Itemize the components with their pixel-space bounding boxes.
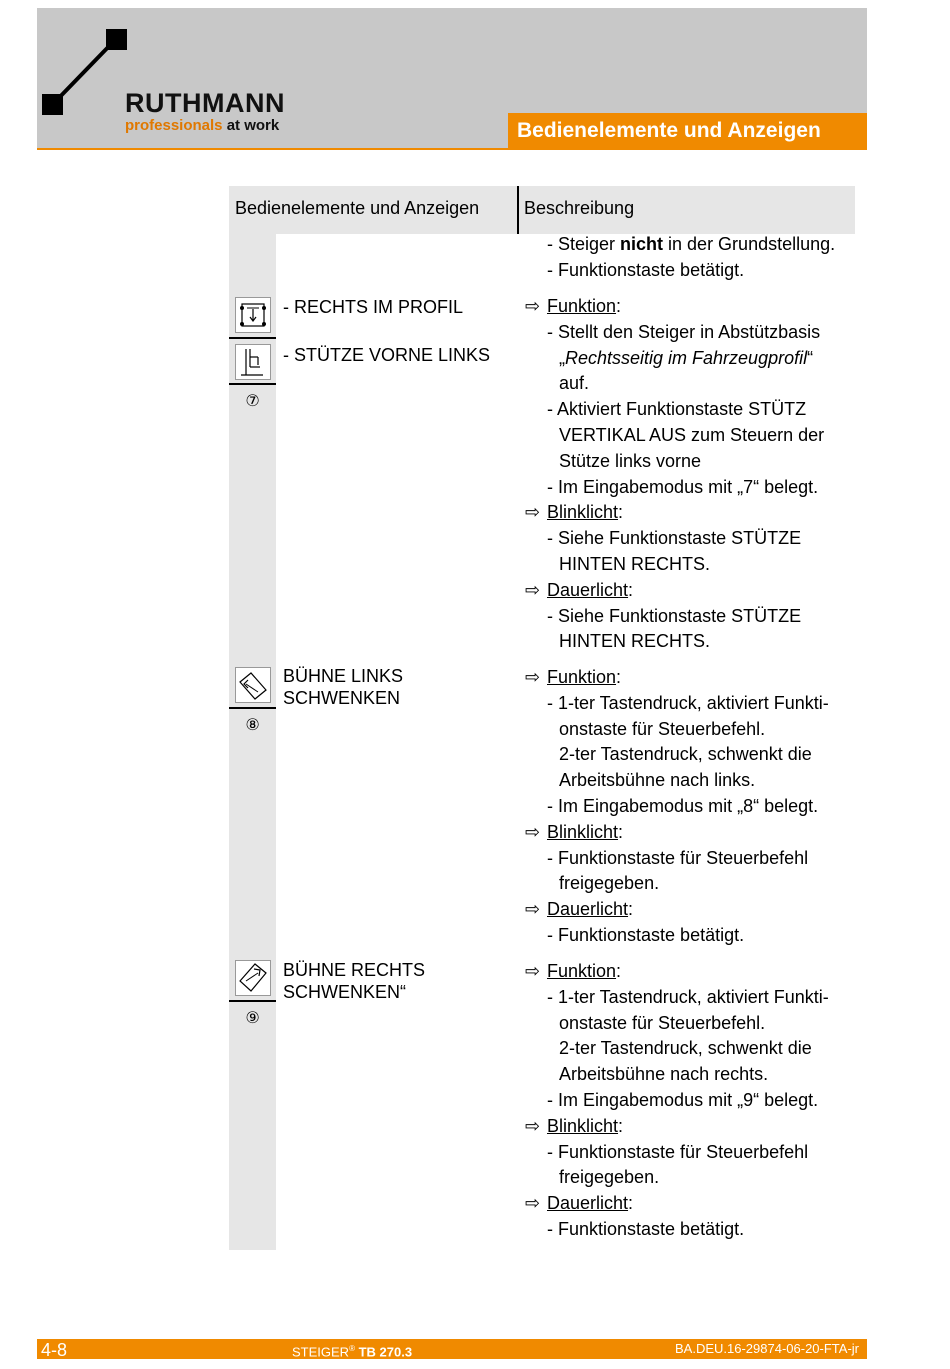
model-name: STEIGER® TB 270.3 xyxy=(292,1344,413,1360)
brand-name: RUTHMANN xyxy=(125,88,285,118)
arrow-right-icon: ⇨ xyxy=(525,579,541,600)
arrow-right-icon: ⇨ xyxy=(525,502,541,523)
row8-description: ⇨ Funktion: - 1-ter Tastendruck, aktiviert Funkti- onstaste für Steuerbefehl. 2-ter Tastendruck, schwenkt die Arbeitsbühne nach links. - Im Eingabemodus mit „8“ belegt. ⇨ Blinklicht: - Funktionstaste für Steuerbefehl freigegeben. ⇨ Dauerlicht: - Funktionstaste betätigt. xyxy=(525,667,829,945)
control-label: BÜHNE RECHTS xyxy=(283,960,426,980)
funktion-heading: ⇨ Funktion: xyxy=(525,294,824,320)
arrow-right-icon: ⇨ xyxy=(525,667,541,687)
platform-swivel-right-icon[interactable] xyxy=(235,960,271,996)
column-divider xyxy=(517,186,519,234)
funktion-heading: ⇨ Funktion: xyxy=(525,665,829,691)
arrow-right-icon: ⇨ xyxy=(525,899,541,920)
arrow-right-icon: ⇨ xyxy=(525,821,541,842)
row9-description: ⇨ Funktion: - 1-ter Tastendruck, aktiviert Funkti- onstaste für Steuerbefehl. 2-ter Tastendruck, schwenkt die Arbeitsbühne nach rechts. - Im Eingabemodus mit „9“ belegt. ⇨ Blinklicht: - Funktionstaste für Steuerbefehl freigegeben. ⇨ Dauerlicht: - Funktionstaste betätigt. xyxy=(525,961,829,1239)
platform-swivel-left-icon[interactable] xyxy=(235,667,271,703)
profile-right-icon[interactable] xyxy=(235,297,271,333)
page-footer xyxy=(37,1339,867,1359)
header-divider xyxy=(37,148,867,150)
row-separator xyxy=(229,707,276,709)
table-header xyxy=(229,186,855,234)
section-title: Bedienelemente und Anzeigen xyxy=(508,113,867,148)
blinklicht-heading: ⇨ Blinklicht: xyxy=(525,1114,829,1140)
continued-line-2: - Funktionstaste betätigt. xyxy=(547,259,745,280)
page-number: 4-8 xyxy=(41,1340,68,1360)
continued-description xyxy=(525,232,835,284)
key-number-8: ⑧ xyxy=(245,717,260,734)
row7-description: ⇨ Funktion: - Stellt den Steiger in Abstützbasis „Rechtsseitig im Fahrzeugprofil“ auf. - Aktiviert Funktionstaste STÜTZ VERTIKAL AUS zum Steuern der Stütze links vorne - Im Eingabemodus mit „7“ belegt. ⇨ Blinklicht: - Siehe Funktionstaste STÜTZE HINTEN RECHTS. ⇨ Dauerlicht: - Siehe Funktionstaste STÜTZE HINTEN RECHTS. xyxy=(525,296,825,652)
ruthmann-logo-icon xyxy=(37,8,137,123)
control-label: SCHWENKEN“ xyxy=(283,982,407,1002)
document-id: BA.DEU.16-29874-06-20-FTA-jr xyxy=(675,1341,859,1356)
blinklicht-heading: ⇨ Blinklicht: xyxy=(525,820,829,846)
control-label: BÜHNE LINKS xyxy=(283,666,404,686)
continued-line-1: - Steiger nicht in der Grundstellung. xyxy=(547,234,836,254)
column-header-description: Beschreibung xyxy=(524,198,635,218)
arrow-right-icon: ⇨ xyxy=(525,1115,541,1136)
key-number-7: ⑦ xyxy=(245,393,260,410)
blinklicht-heading: ⇨ Blinklicht: xyxy=(525,500,824,526)
arrow-right-icon: ⇨ xyxy=(525,296,541,316)
key-number-9: ⑨ xyxy=(245,1010,260,1027)
row-separator xyxy=(229,1000,276,1002)
control-label: - RECHTS IM PROFIL xyxy=(283,297,464,317)
arrow-right-icon: ⇨ xyxy=(525,1193,541,1214)
brand-tagline: professionals at work xyxy=(125,117,280,134)
row-separator xyxy=(229,383,276,385)
dauerlicht-heading: ⇨ Dauerlicht: xyxy=(525,578,824,604)
control-label: SCHWENKEN xyxy=(283,688,401,708)
column-header-controls: Bedienelemente und Anzeigen xyxy=(235,198,480,218)
dauerlicht-heading: ⇨ Dauerlicht: xyxy=(525,897,829,923)
outrigger-front-left-icon[interactable] xyxy=(235,344,271,380)
funktion-heading: ⇨ Funktion: xyxy=(525,959,829,985)
row-separator xyxy=(229,337,276,339)
control-label: - STÜTZE VORNE LINKS xyxy=(283,345,491,365)
dauerlicht-heading: ⇨ Dauerlicht: xyxy=(525,1191,829,1217)
arrow-right-icon: ⇨ xyxy=(525,961,541,981)
